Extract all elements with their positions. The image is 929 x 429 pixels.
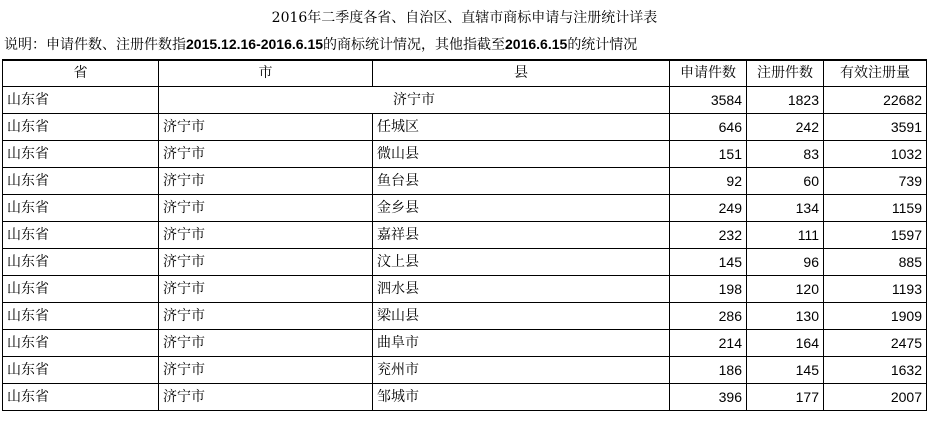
- cell-province: 山东省: [3, 330, 159, 357]
- cell-county: 金乡县: [373, 195, 670, 222]
- cell-registrations: 120: [747, 276, 824, 303]
- cell-valid-registrations: 1193: [824, 276, 927, 303]
- cell-county: 泗水县: [373, 276, 670, 303]
- cell-county: 任城区: [373, 114, 670, 141]
- cell-city: 济宁市: [159, 303, 373, 330]
- table-row: [3, 114, 927, 141]
- cell-applications: 646: [670, 114, 747, 141]
- summary-applications: 3584: [670, 87, 747, 114]
- cell-city: 济宁市: [159, 195, 373, 222]
- table-row: [3, 222, 927, 249]
- description-note: [4, 35, 637, 54]
- cell-county: 汶上县: [373, 249, 670, 276]
- cell-registrations: 242: [747, 114, 824, 141]
- cell-province: 山东省: [3, 141, 159, 168]
- cell-applications: 198: [670, 276, 747, 303]
- cell-province: 山东省: [3, 276, 159, 303]
- cell-applications: 396: [670, 384, 747, 411]
- cell-valid-registrations: 3591: [824, 114, 927, 141]
- cell-province: 山东省: [3, 249, 159, 276]
- cell-city: 济宁市: [159, 222, 373, 249]
- cell-province: 山东省: [3, 303, 159, 330]
- cell-valid-registrations: 1909: [824, 303, 927, 330]
- note-text-2: 的商标统计情况，其他指截至: [323, 37, 506, 53]
- cell-applications: 186: [670, 357, 747, 384]
- cell-county: 兖州市: [373, 357, 670, 384]
- cell-applications: 145: [670, 249, 747, 276]
- table-row: [3, 357, 927, 384]
- cell-county: 鱼台县: [373, 168, 670, 195]
- cell-applications: 286: [670, 303, 747, 330]
- summary-province: 山东省: [3, 87, 159, 114]
- cell-province: 山东省: [3, 222, 159, 249]
- cell-applications: 232: [670, 222, 747, 249]
- page-title: 2016年二季度各省、自治区、直辖市商标申请与注册统计详表: [271, 10, 658, 26]
- cell-city: 济宁市: [159, 141, 373, 168]
- cell-valid-registrations: 1159: [824, 195, 927, 222]
- table-row: [3, 168, 927, 195]
- cell-county: 嘉祥县: [373, 222, 670, 249]
- note-date-range: 2015.12.16-2016.6.15: [186, 36, 324, 52]
- header-row: [3, 60, 927, 87]
- table-row: [3, 330, 927, 357]
- cell-applications: 249: [670, 195, 747, 222]
- cell-valid-registrations: 1032: [824, 141, 927, 168]
- cell-city: 济宁市: [159, 276, 373, 303]
- cell-registrations: 130: [747, 303, 824, 330]
- cell-applications: 92: [670, 168, 747, 195]
- cell-valid-registrations: 739: [824, 168, 927, 195]
- summary-registrations: 1823: [747, 87, 824, 114]
- note-cutoff-date: 2016.6.15: [505, 36, 568, 52]
- cell-province: 山东省: [3, 168, 159, 195]
- cell-city: 济宁市: [159, 114, 373, 141]
- cell-province: 山东省: [3, 384, 159, 411]
- statistics-table: [2, 59, 927, 411]
- header-province: 省: [3, 60, 159, 87]
- header-applications: 申请件数: [670, 60, 747, 87]
- header-valid-registrations: 有效注册量: [824, 60, 927, 87]
- cell-valid-registrations: 885: [824, 249, 927, 276]
- cell-city: 济宁市: [159, 330, 373, 357]
- table-row: [3, 141, 927, 168]
- cell-registrations: 96: [747, 249, 824, 276]
- cell-applications: 151: [670, 141, 747, 168]
- table-row: [3, 276, 927, 303]
- cell-city: 济宁市: [159, 168, 373, 195]
- cell-registrations: 134: [747, 195, 824, 222]
- header-county: 县: [373, 60, 670, 87]
- cell-valid-registrations: 2475: [824, 330, 927, 357]
- cell-valid-registrations: 1597: [824, 222, 927, 249]
- cell-county: 邹城市: [373, 384, 670, 411]
- cell-county: 梁山县: [373, 303, 670, 330]
- header-registrations: 注册件数: [747, 60, 824, 87]
- cell-province: 山东省: [3, 195, 159, 222]
- cell-registrations: 145: [747, 357, 824, 384]
- cell-county: 微山县: [373, 141, 670, 168]
- summary-city: 济宁市: [159, 87, 670, 114]
- table-row: [3, 249, 927, 276]
- note-text-1: 说明：申请件数、注册件数指: [4, 37, 186, 53]
- cell-valid-registrations: 1632: [824, 357, 927, 384]
- cell-registrations: 177: [747, 384, 824, 411]
- cell-province: 山东省: [3, 357, 159, 384]
- summary-row: [3, 87, 927, 114]
- cell-county: 曲阜市: [373, 330, 670, 357]
- cell-city: 济宁市: [159, 384, 373, 411]
- table-row: [3, 303, 927, 330]
- note-text-3: 的统计情况: [567, 37, 638, 53]
- table-row: [3, 195, 927, 222]
- cell-registrations: 164: [747, 330, 824, 357]
- cell-registrations: 83: [747, 141, 824, 168]
- cell-registrations: 111: [747, 222, 824, 249]
- cell-city: 济宁市: [159, 357, 373, 384]
- summary-valid-registrations: 22682: [824, 87, 927, 114]
- cell-applications: 214: [670, 330, 747, 357]
- table-row: [3, 384, 927, 411]
- header-city: 市: [159, 60, 373, 87]
- cell-valid-registrations: 2007: [824, 384, 927, 411]
- cell-registrations: 60: [747, 168, 824, 195]
- cell-province: 山东省: [3, 114, 159, 141]
- cell-city: 济宁市: [159, 249, 373, 276]
